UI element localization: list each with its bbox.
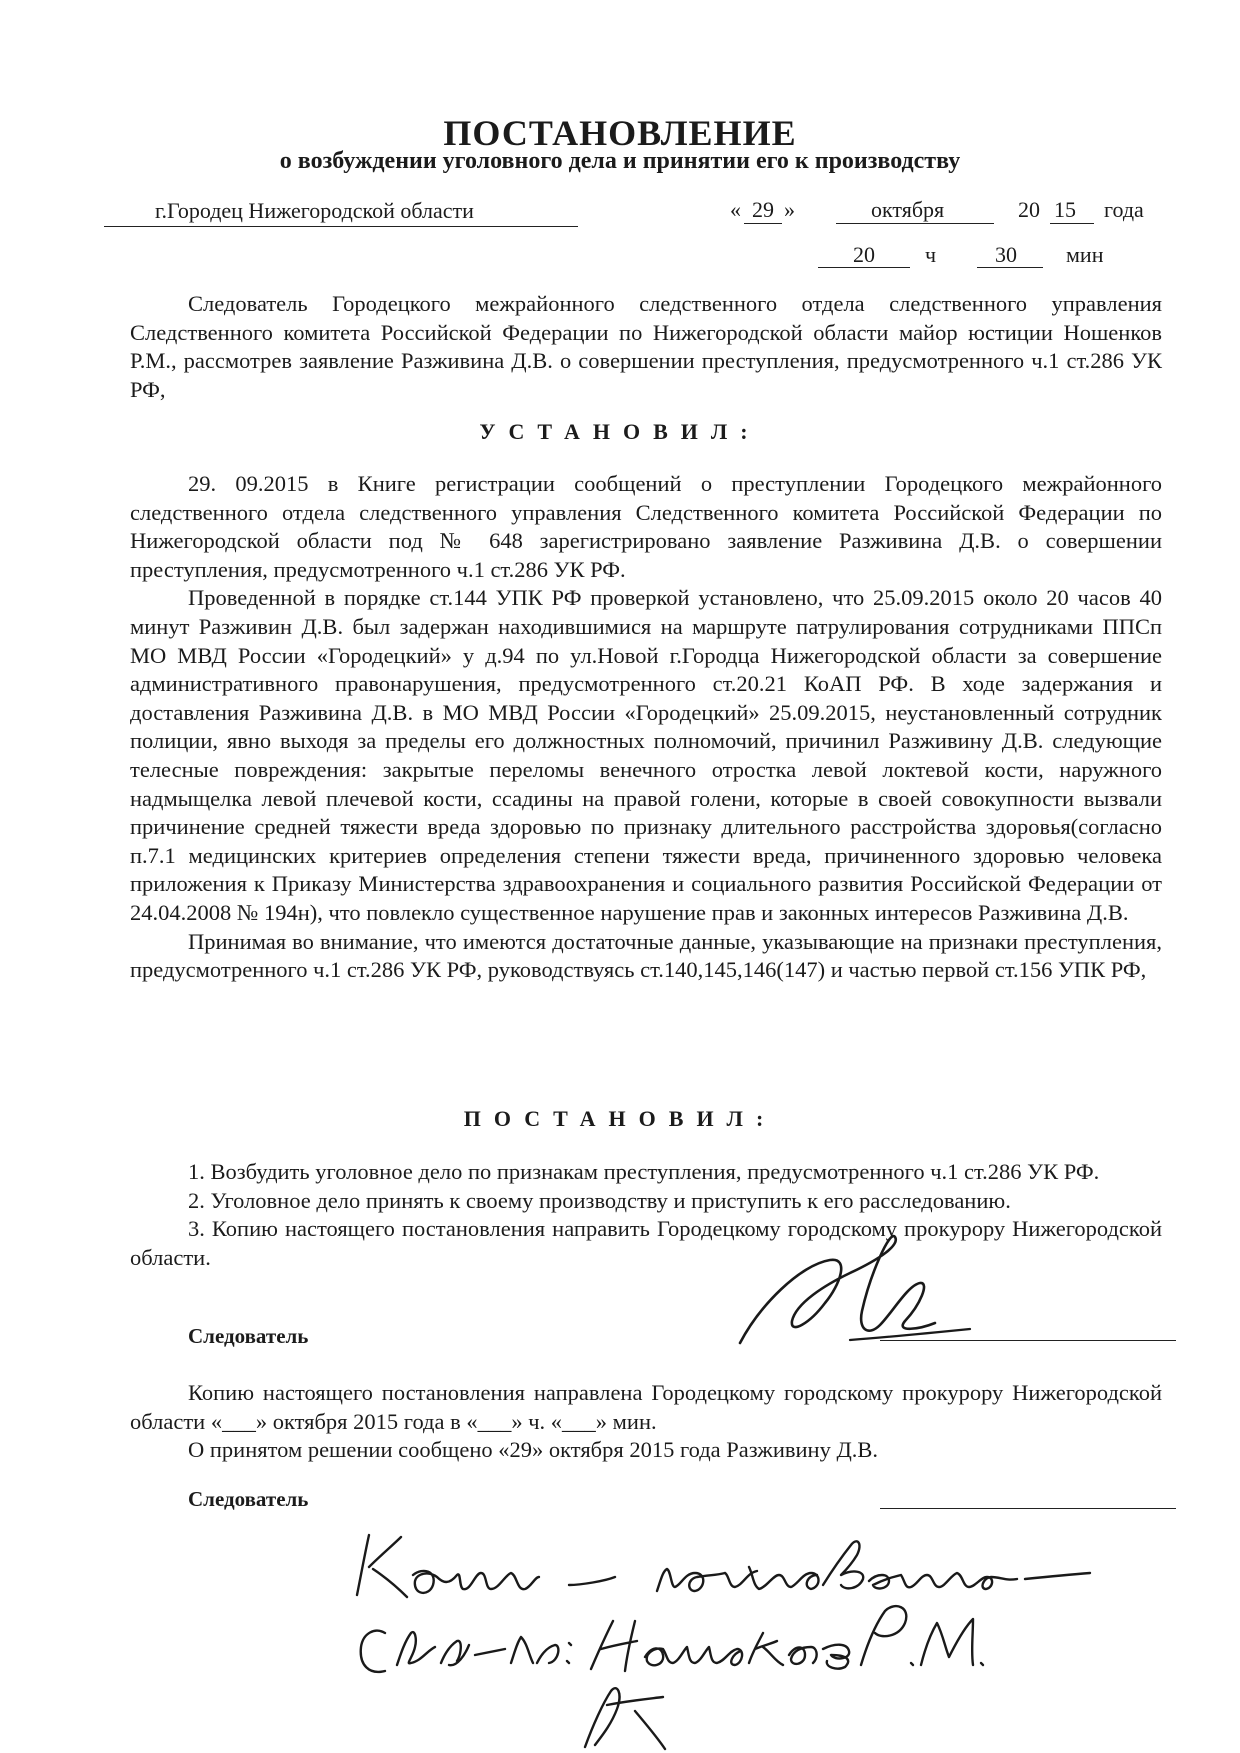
date-close-quote: » <box>784 197 795 222</box>
date-year-word: года <box>1104 197 1144 222</box>
investigator-signature-1 <box>730 1225 990 1365</box>
investigator-label-1: Следователь <box>188 1324 309 1348</box>
place-of-issue: г.Городец Нижегородской области <box>155 198 474 223</box>
time-minutes-label: мин <box>1066 242 1104 267</box>
established-body <box>130 470 1162 985</box>
time-minutes-underline <box>977 267 1043 268</box>
resolved-item: 3. Копию настоящего постановления направить Городецкому городскому прокурору Нижегородской области. <box>130 1216 1162 1270</box>
handwritten-note <box>345 1515 1115 1753</box>
section-resolved-heading: ПОСТАНОВИЛ: <box>463 1106 777 1131</box>
established-paragraph: Принимая во внимание, что имеются достаточные данные, указывающие на признаки преступления, предусмотренного ч.1 ст.286 УК РФ, руководствуясь ст.140,145,146(147) и частью первой ст.156 УПК РФ, <box>130 928 1162 983</box>
document-title: ПОСТАНОВЛЕНИЕ <box>443 113 797 153</box>
signature-line-2 <box>880 1508 1176 1509</box>
established-paragraph: 29. 09.2015 в Книге регистрации сообщений о преступлении Городецкого межрайонного следственного отдела следственного управления Следственного комитета Российской Федерации по Нижегородской области под № 648 зарегистрировано заявление Разживина Д.В. о совершении преступления, предусмотренного ч.1 ст.286 УК РФ. <box>130 471 1162 582</box>
date-year-suffix: 15 <box>1054 197 1076 222</box>
date-day: 29 <box>752 197 774 222</box>
resolved-item: 2. Уголовное дело принять к своему производству и приступить к его расследованию. <box>188 1187 1011 1213</box>
place-underline <box>104 226 578 227</box>
date-open-quote: « <box>730 197 741 222</box>
time-hours-underline <box>818 267 910 268</box>
date-year-prefix: 20 <box>1018 197 1040 222</box>
investigator-label-2: Следователь <box>188 1487 309 1511</box>
established-paragraph: Проведенной в порядке ст.144 УПК РФ проверкой установлено, что 25.09.2015 около 20 часов 40 минут Разживин Д.В. был задержан находившимися на маршруте патрулирования сотрудниками ППСп МО МВД России «Городецкий» у д.94 по ул.Новой г.Городца Нижегородской области за совершение административного правонарушения, предусмотренного ст.20.21 КоАП РФ. В ходе задержания и доставления Разживина Д.В. в МО МВД России «Городецкий» 25.09.2015, неустановленный сотрудник полиции, явно выходя за пределы его должностных полномочий, причинил Разживину Д.В. следующие телесные повреждения: закрытые переломы венечного отростка левой локтевой кости, наружного надмыщелка левой плечевой кости, ссадины на правой голени, которые в своей совокупности вызвали причинение средней тяжести вреда здоровью по признаку длительного расстройства здоровья(согласно п.7.1 медицинских критериев определения степени тяжести вреда, причиненного здоровью человека приложения к Приказу Министерства здравоохранения и социального развития Российской Федерации от 24.04.2008 № 194н), что повлекло существенное нарушение прав и законных интересов Разживина Д.В. <box>130 585 1162 925</box>
date-month-underline <box>836 223 994 224</box>
resolved-item: 1. Возбудить уголовное дело по признакам преступления, предусмотренного ч.1 ст.286 УК РФ. <box>188 1159 1100 1184</box>
date-day-underline <box>744 223 782 224</box>
decision-notified-text: О принятом решении сообщено «29» октября 2015 года Разживину Д.В. <box>188 1437 879 1463</box>
date-month: октября <box>871 197 945 222</box>
intro-paragraph <box>130 290 1162 404</box>
time-hours-label: ч <box>925 242 937 267</box>
copy-sent-paragraph <box>130 1379 1162 1465</box>
date-year-underline <box>1050 223 1094 224</box>
document-subtitle: о возбуждении уголовного дела и принятии его к производству <box>279 148 961 174</box>
time-hours: 20 <box>853 242 875 267</box>
copy-sent-text: Копию настоящего постановления направлена Городецкому городскому прокурору Нижегородской области «___» октября 2015 года в «___» ч. «___» мин. <box>130 1380 1162 1434</box>
section-established-heading: УСТАНОВИЛ: <box>479 419 761 444</box>
resolved-body <box>130 1158 1162 1272</box>
time-minutes: 30 <box>995 242 1017 267</box>
intro-text: Следователь Городецкого межрайонного следственного отдела следственного управления Следственного комитета Российской Федерации по Нижегородской области майор юстиции Ношенков Р.М., рассмотрев заявление Разживина Д.В. о совершении преступления, предусмотренного ч.1 ст.286 УК РФ, <box>130 291 1162 402</box>
